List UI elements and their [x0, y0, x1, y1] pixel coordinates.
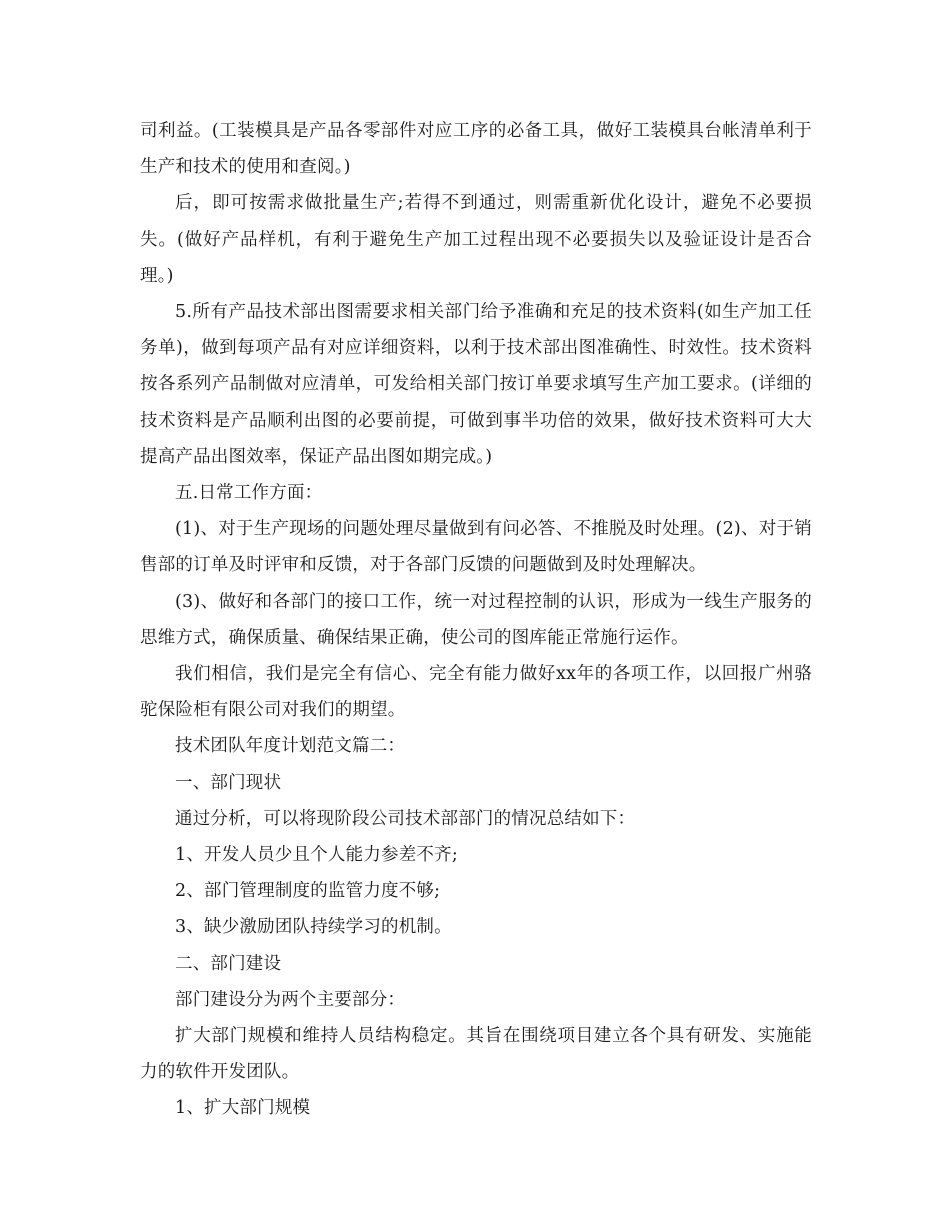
list-item-2: 2、部门管理制度的监管力度不够;: [175, 881, 441, 902]
list-item-3: 3、缺少激励团队持续学习的机制。: [175, 917, 452, 938]
paragraph-6: (3)、做好和各部门的接口工作，统一对过程控制的认识，形成为一线生产服务的思维方式，确保质量、确保结果正确，使公司的图库能正常施行运作。: [140, 591, 812, 648]
paragraph-15: 部门建设分为两个主要部分：: [175, 989, 406, 1010]
section-heading-daily-work: 五.日常工作方面：: [175, 483, 323, 504]
section-heading-status: 一、部门现状: [175, 772, 282, 793]
list-item-1: 1、开发人员少且个人能力参差不齐;: [175, 845, 458, 866]
paragraph-16: 扩大部门规模和维持人员结构稳定。其旨在围绕项目建立各个具有研发、实施能力的软件开发团队。: [140, 1026, 812, 1083]
paragraph-5: (1)、对于生产现场的问题处理尽量做到有问必答、不推脱及时处理。(2)、对于销售部的订单及时评审和反馈，对于各部门反馈的问题做到及时处理解决。: [140, 519, 812, 576]
paragraph-10: 通过分析，可以将现阶段公司技术部部门的情况总结如下：: [175, 808, 636, 829]
paragraph-3: 5.所有产品技术部出图需要求相关部门给予准确和充足的技术资料(如生产加工任务单)，做到每项产品有对应详细资料，以利于技术部出图准确性、时效性。技术资料按各系列产品制做对应清单，可发给相关部门按订单要求填写生产加工要求。(详细的技术资料是产品顺利出图的必要前提，可做到事半功倍的效果，做好技术资料可大大提高产品出图效率，保证产品出图如期完成。): [140, 302, 812, 467]
paragraph-2: 后，即可按需求做批量生产;若得不到通过，则需重新优化设计，避免不必要损失。(做好产品样机，有利于避免生产加工过程出现不必要损失以及验证设计是否合理。): [140, 193, 812, 286]
section-heading-construction: 二、部门建设: [175, 953, 282, 974]
article-title-part-two: 技术团队年度计划范文篇二：: [175, 736, 406, 757]
paragraph-1: 司利益。(工装模具是产品各零部件对应工序的必备工具，做好工装模具台帐清单利于生产和技术的使用和查阅。): [140, 121, 812, 178]
subsection-heading-expand: 1、扩大部门规模: [175, 1098, 311, 1119]
document-body: [140, 113, 812, 1127]
paragraph-7: 我们相信，我们是完全有信心、完全有能力做好xx年的各项工作，以回报广州骆驼保险柜有限公司对我们的期望。: [140, 664, 812, 721]
